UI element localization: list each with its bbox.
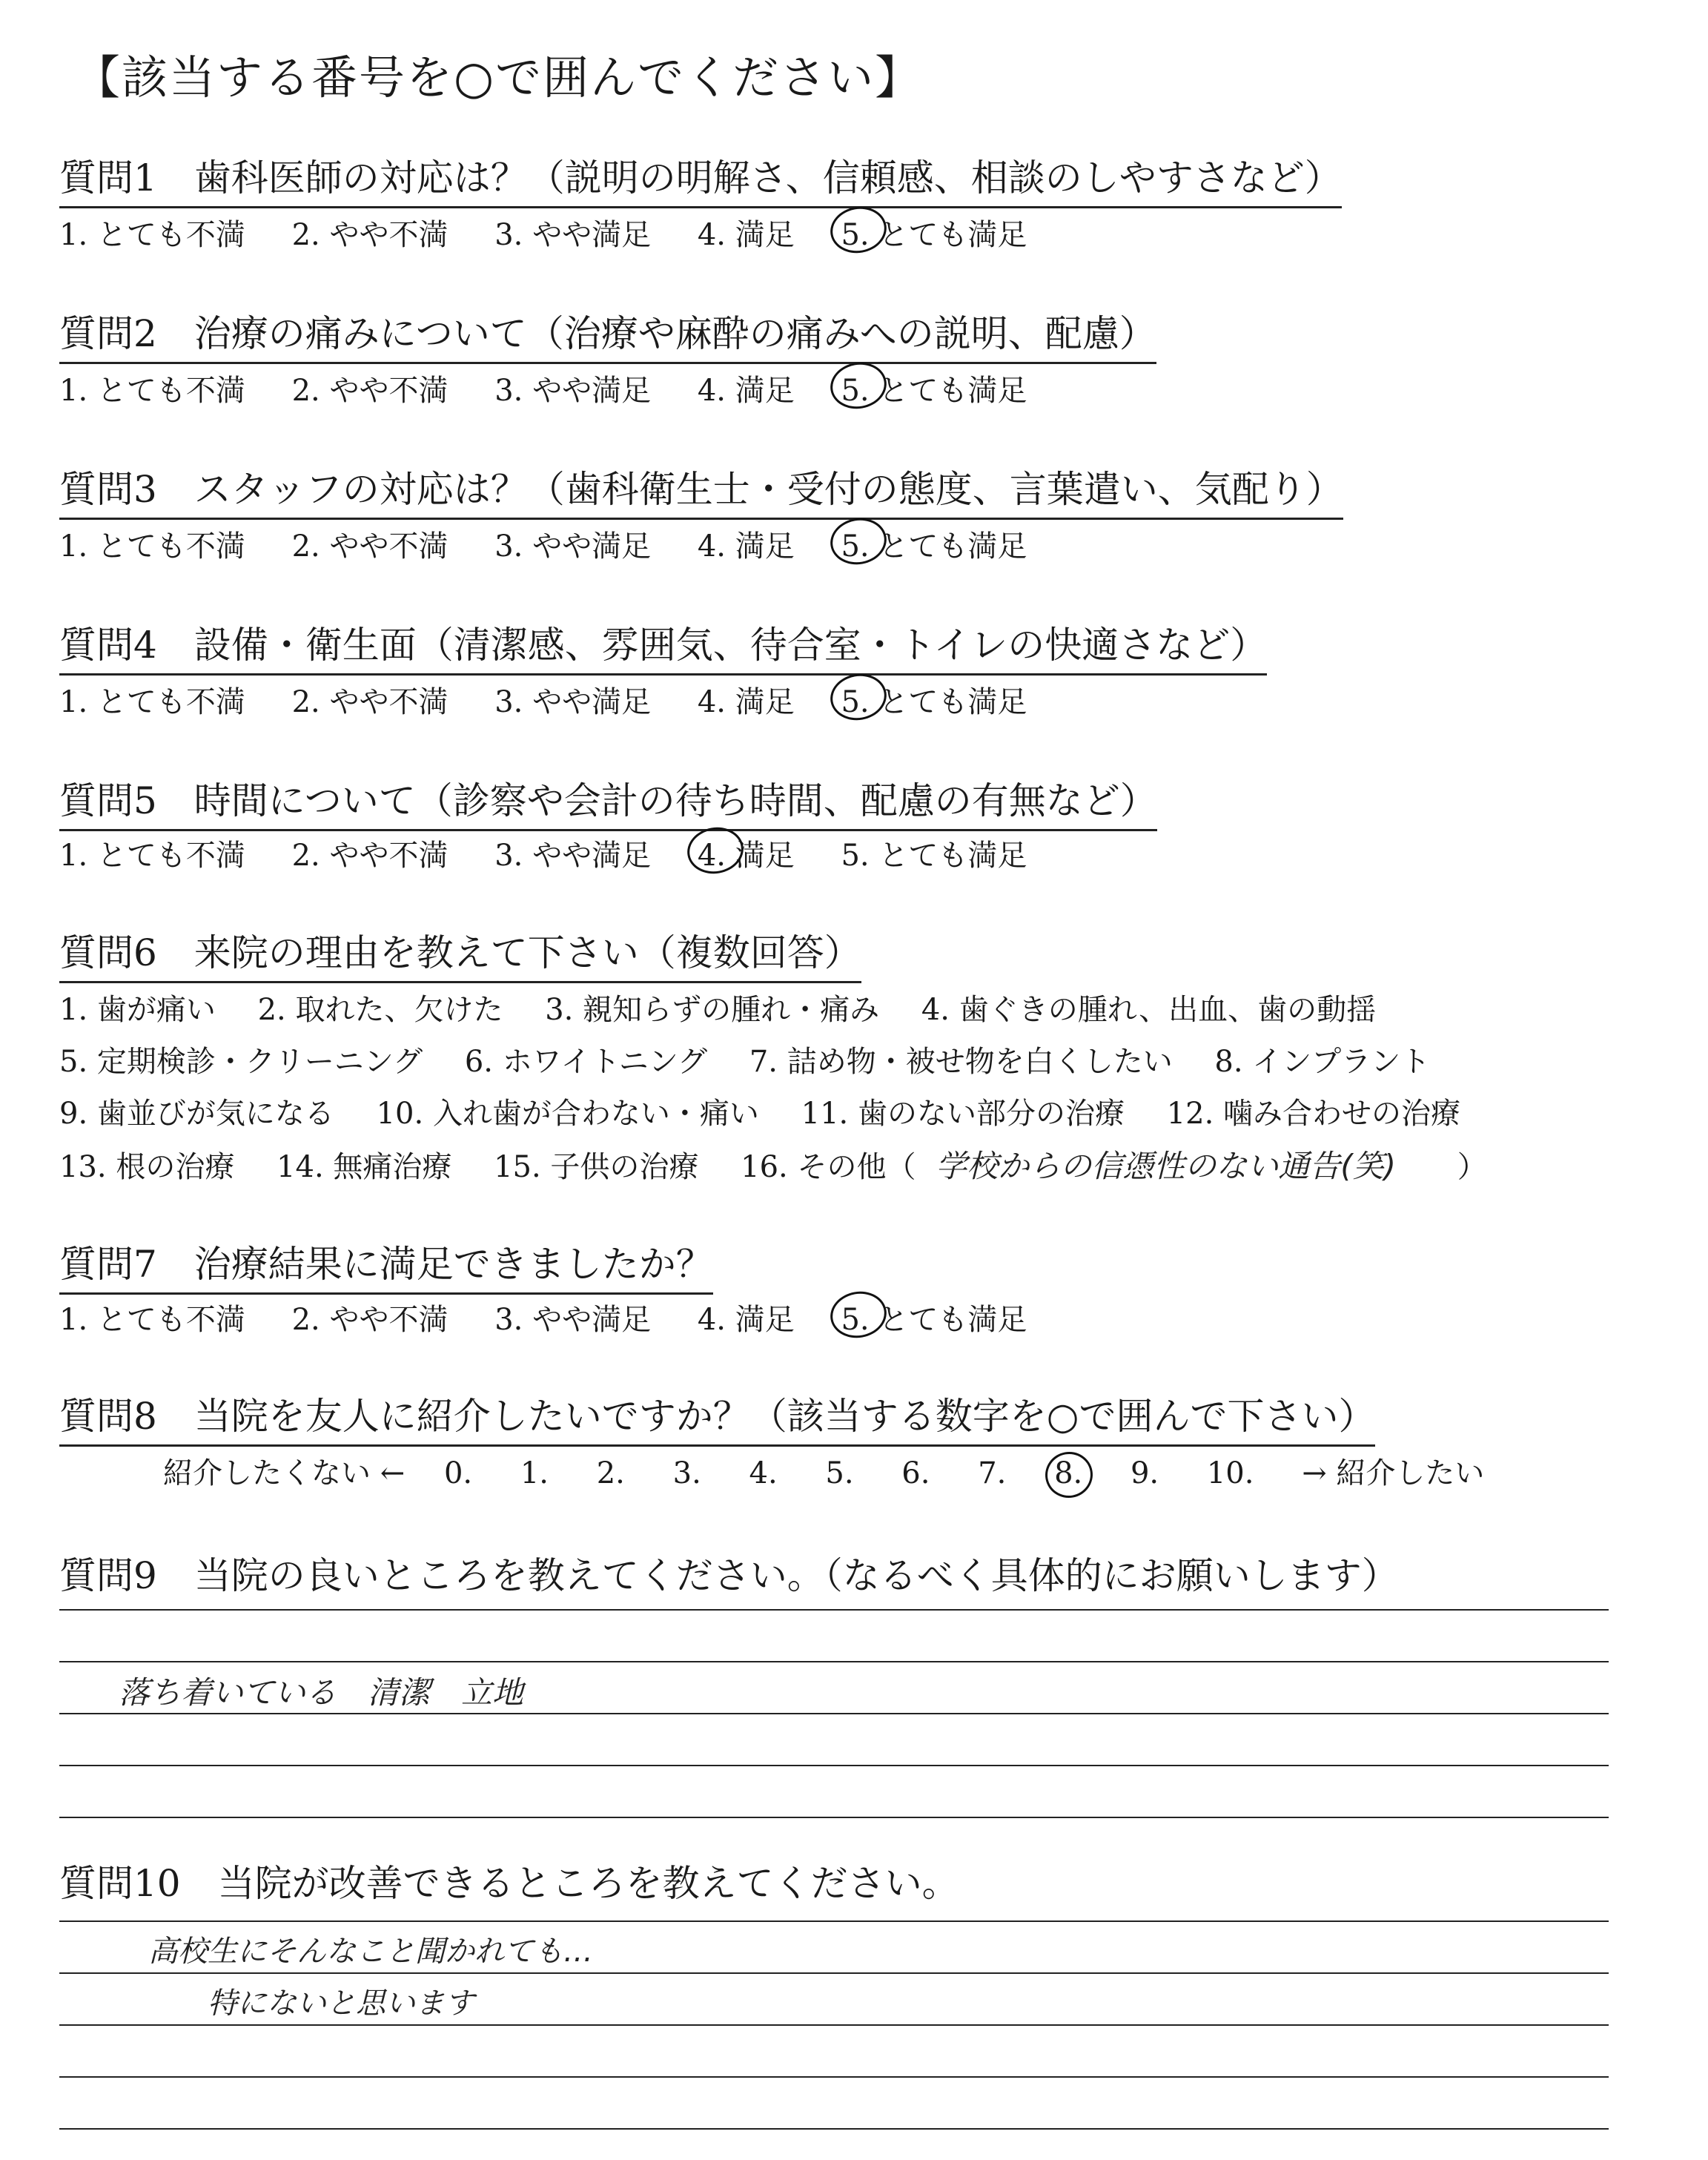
scale-4[interactable]: 4. xyxy=(749,1456,778,1490)
scale-10[interactable]: 10. xyxy=(1206,1456,1254,1490)
question-7-options xyxy=(59,1296,1064,1338)
scale-left-label: 紹介したくない ← xyxy=(163,1456,406,1490)
q10-answer-line-3 xyxy=(59,2024,1609,2026)
question-7-title: 質問7 治療結果に満足できましたか？ xyxy=(59,1235,713,1295)
scale-9[interactable]: 9. xyxy=(1130,1456,1159,1490)
reason-2[interactable]: 2. 取れた、欠けた xyxy=(257,993,503,1027)
q3-option-1[interactable]: 1. とても不満 xyxy=(59,529,245,564)
q6-reasons-row-1 xyxy=(59,986,1409,1028)
q9-answer-line-3 xyxy=(59,1713,1609,1714)
scale-6[interactable]: 6. xyxy=(901,1456,930,1490)
q2-option-3[interactable]: 3. やや満足 xyxy=(494,374,652,408)
q7-option-4[interactable]: 4. 満足 xyxy=(697,1303,795,1337)
q8-scale-row xyxy=(163,1450,1523,1492)
scale-3[interactable]: 3. xyxy=(672,1456,701,1490)
q2-option-1[interactable]: 1. とても不満 xyxy=(59,374,245,408)
reason-6[interactable]: 6. ホワイトニング xyxy=(464,1045,708,1079)
question-3-options xyxy=(59,523,1064,565)
reason-1[interactable]: 1. 歯が痛い xyxy=(59,993,216,1027)
question-4-options xyxy=(59,678,1064,721)
page-header: 【該当する番号を○で囲んでください】 xyxy=(74,50,923,105)
q4-option-4[interactable]: 4. 満足 xyxy=(697,685,795,719)
scale-right-label: → 紹介したい xyxy=(1302,1456,1485,1490)
q2-option-5[interactable]: 5. とても満足 xyxy=(841,367,1027,409)
reason-3[interactable]: 3. 親知らずの腫れ・痛み xyxy=(545,993,880,1027)
reason-7[interactable]: 7. 詰め物・被せ物を白くしたい xyxy=(749,1045,1173,1079)
q3-option-5[interactable]: 5. とても満足 xyxy=(841,523,1027,565)
reason-other-close-paren: ） xyxy=(1457,1150,1487,1184)
q10-answer-line-1 xyxy=(59,1920,1609,1922)
q3-option-3[interactable]: 3. やや満足 xyxy=(494,529,652,564)
reason-10[interactable]: 10. 入れ歯が合わない・痛い xyxy=(376,1097,759,1131)
q4-option-1[interactable]: 1. とても不満 xyxy=(59,685,245,719)
q9-handwritten-answer[interactable]: 落ち着いている 清潔 立地 xyxy=(119,1674,524,1711)
scale-8[interactable]: 8. xyxy=(1054,1456,1082,1490)
q1-option-1[interactable]: 1. とても不満 xyxy=(59,218,245,252)
question-9-title: 質問9 当院の良いところを教えてください。（なるべく具体的にお願いします） xyxy=(59,1554,1399,1597)
question-10-title: 質問10 当院が改善できるところを教えてください。 xyxy=(59,1862,959,1905)
q2-option-2[interactable]: 2. やや不満 xyxy=(291,374,448,408)
question-2-title: 質問2 治療の痛みについて（治療や麻酔の痛みへの説明、配慮） xyxy=(59,304,1156,364)
q2-option-4[interactable]: 4. 満足 xyxy=(697,374,795,408)
q9-answer-line-2 xyxy=(59,1661,1609,1662)
q10-answer-line-5 xyxy=(59,2128,1609,2130)
question-6-title: 質問6 来院の理由を教えて下さい（複数回答） xyxy=(59,923,861,983)
q7-option-1[interactable]: 1. とても不満 xyxy=(59,1303,245,1337)
q5-option-3[interactable]: 3. やや満足 xyxy=(494,839,652,873)
question-1-options xyxy=(59,211,1064,254)
q6-reasons-row-4 xyxy=(59,1142,1487,1186)
question-5-options xyxy=(59,832,1064,874)
q3-option-4[interactable]: 4. 満足 xyxy=(697,529,795,564)
q9-answer-line-5 xyxy=(59,1817,1609,1818)
q4-option-2[interactable]: 2. やや不満 xyxy=(291,685,448,719)
reason-13[interactable]: 13. 根の治療 xyxy=(59,1150,235,1184)
q5-option-5[interactable]: 5. とても満足 xyxy=(841,839,1027,873)
q7-option-5[interactable]: 5. とても満足 xyxy=(841,1296,1027,1338)
question-1-title: 質問1 歯科医師の対応は？（説明の明解さ、信頼感、相談のしやすさなど） xyxy=(59,148,1342,208)
q7-option-3[interactable]: 3. やや満足 xyxy=(494,1303,652,1337)
q1-option-2[interactable]: 2. やや不満 xyxy=(291,218,448,252)
reason-14[interactable]: 14. 無痛治療 xyxy=(277,1150,452,1184)
q3-option-2[interactable]: 2. やや不満 xyxy=(291,529,448,564)
reason-5[interactable]: 5. 定期検診・クリーニング xyxy=(59,1045,423,1079)
question-4-title: 質問4 設備・衛生面（清潔感、雰囲気、待合室・トイレの快適さなど） xyxy=(59,615,1267,676)
q6-reasons-row-3 xyxy=(59,1090,1493,1132)
q1-option-3[interactable]: 3. やや満足 xyxy=(494,218,652,252)
reason-11[interactable]: 11. 歯のない部分の治療 xyxy=(801,1097,1125,1131)
selection-circle xyxy=(1042,1448,1096,1502)
reason-9[interactable]: 9. 歯並びが気になる xyxy=(59,1097,334,1131)
q9-answer-line-4 xyxy=(59,1765,1609,1766)
question-2-options xyxy=(59,367,1064,409)
scale-1[interactable]: 1. xyxy=(520,1456,549,1490)
reason-other-handwritten-answer[interactable]: 学校からの信憑性のない通告(笑) xyxy=(936,1148,1396,1184)
question-5-title: 質問5 時間について（診察や会計の待ち時間、配慮の有無など） xyxy=(59,771,1157,831)
q1-option-5[interactable]: 5. とても満足 xyxy=(841,211,1027,254)
reason-8[interactable]: 8. インプラント xyxy=(1214,1045,1431,1079)
q4-option-5[interactable]: 5. とても満足 xyxy=(841,678,1027,721)
q1-option-4[interactable]: 4. 満足 xyxy=(697,218,795,252)
q4-option-3[interactable]: 3. やや満足 xyxy=(494,685,652,719)
question-3-title: 質問3 スタッフの対応は？（歯科衛生士・受付の態度、言葉遣い、気配り） xyxy=(59,460,1343,520)
scale-5[interactable]: 5. xyxy=(825,1456,854,1490)
reason-15[interactable]: 15. 子供の治療 xyxy=(494,1150,699,1184)
question-8-title: 質問8 当院を友人に紹介したいですか？（該当する数字を○で囲んで下さい） xyxy=(59,1387,1375,1447)
reason-12[interactable]: 12. 噛み合わせの治療 xyxy=(1166,1097,1461,1131)
q6-reasons-row-2 xyxy=(59,1038,1463,1080)
q7-option-2[interactable]: 2. やや不満 xyxy=(291,1303,448,1337)
scale-7[interactable]: 7. xyxy=(978,1456,1007,1490)
reason-4[interactable]: 4. 歯ぐきの腫れ、出血、歯の動揺 xyxy=(921,993,1377,1027)
scale-2[interactable]: 2. xyxy=(596,1456,625,1490)
scale-0[interactable]: 0. xyxy=(443,1456,473,1490)
reason-16[interactable]: 16. その他（ xyxy=(741,1150,916,1184)
q10-handwritten-answer-line-1[interactable]: 高校生にそんなこと聞かれても… xyxy=(148,1935,593,1969)
q10-handwritten-answer-line-2[interactable]: 特にないと思います xyxy=(208,1986,474,2021)
q10-answer-line-4 xyxy=(59,2076,1609,2078)
q9-answer-line-1 xyxy=(59,1609,1609,1611)
q5-option-2[interactable]: 2. やや不満 xyxy=(291,839,448,873)
q5-option-4[interactable]: 4. 満足 xyxy=(698,832,795,874)
q10-answer-line-2 xyxy=(59,1972,1609,1974)
q5-option-1[interactable]: 1. とても不満 xyxy=(59,839,245,873)
